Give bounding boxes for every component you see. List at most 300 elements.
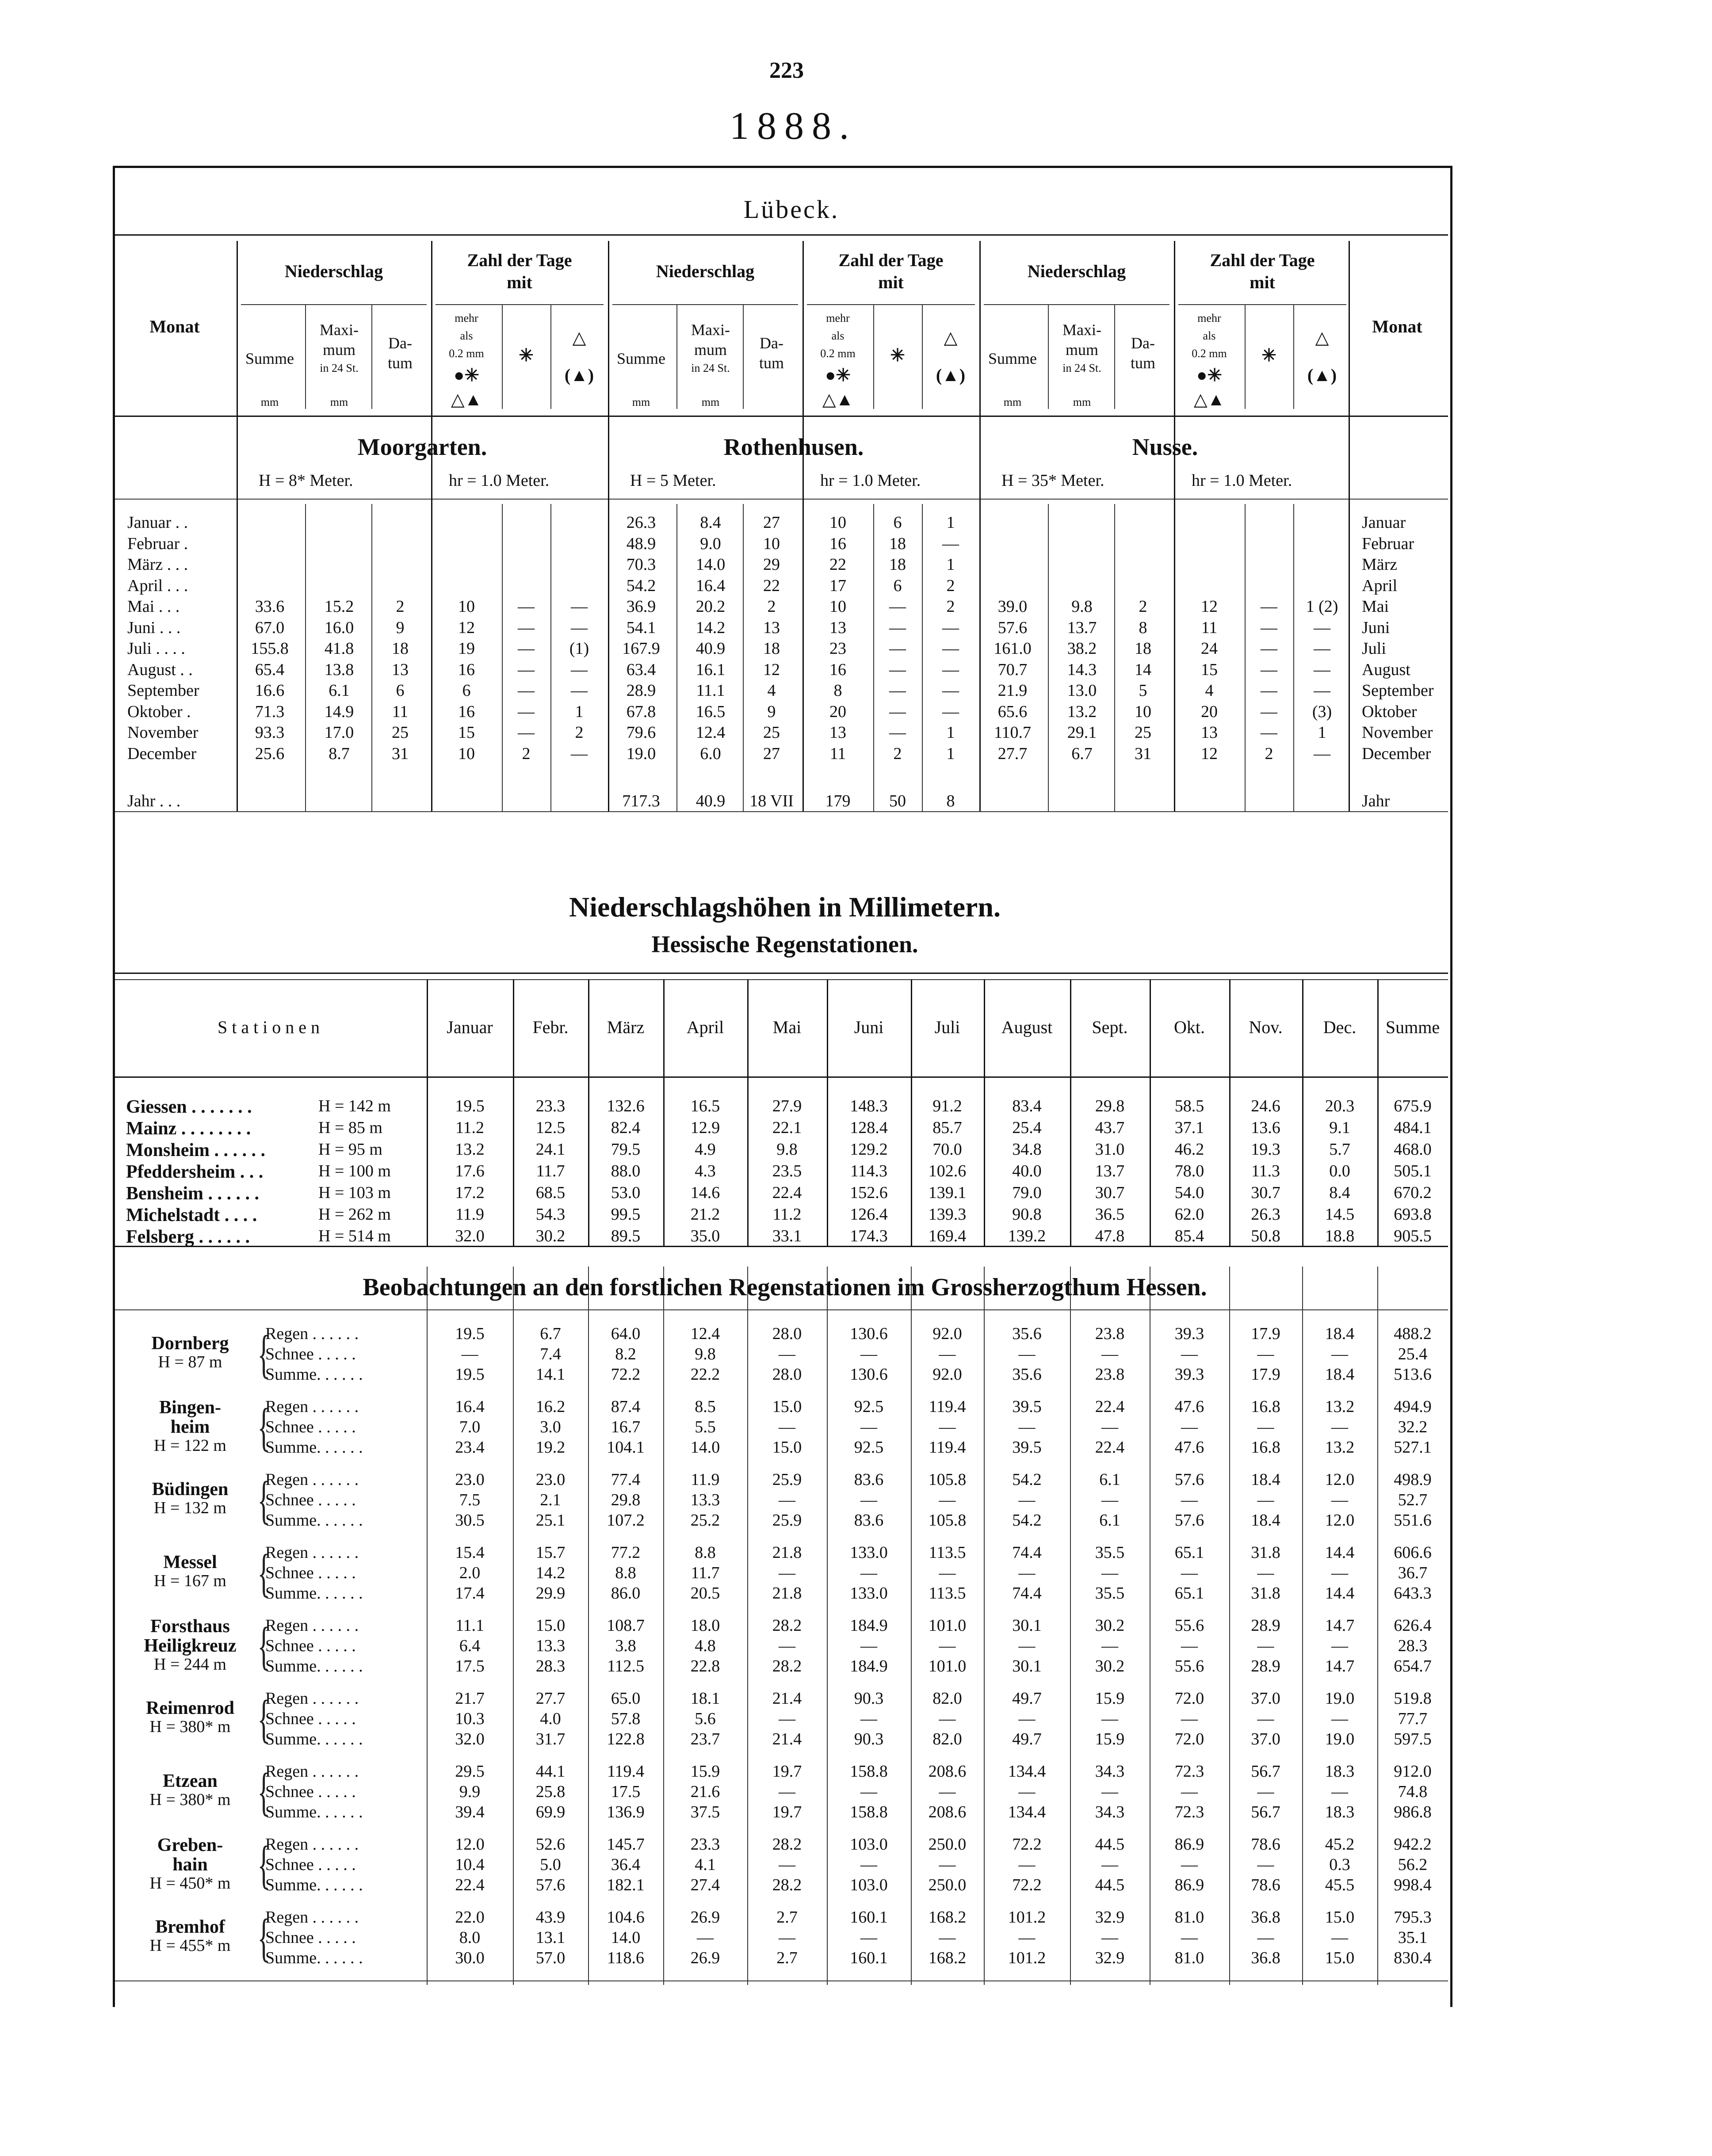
column-rule <box>911 979 912 1246</box>
data-column-rule <box>502 504 503 811</box>
data-cell: 22.4 <box>772 1183 802 1202</box>
month-label-right: April <box>1362 576 1398 595</box>
data-cell: — <box>1331 1710 1348 1728</box>
data-cell: 11.1 <box>455 1616 485 1635</box>
data-cell: 21.8 <box>772 1543 802 1562</box>
month-label-right: November <box>1362 723 1433 742</box>
month-label-right: März <box>1362 555 1398 574</box>
column-rule <box>827 979 828 1246</box>
data-cell: 34.3 <box>1095 1803 1125 1821</box>
data-cell: — <box>860 1564 877 1582</box>
row-type-label: Schnee . . . . . <box>265 1418 356 1436</box>
data-cell: 23 <box>829 639 846 658</box>
forst-station-name: H = 132 m <box>154 1499 226 1517</box>
data-cell: 12.9 <box>690 1118 720 1137</box>
data-cell: 0.3 <box>1329 1855 1350 1874</box>
data-cell: 179 <box>825 792 851 810</box>
data-cell: 19.5 <box>455 1324 485 1343</box>
column-rule <box>1070 1267 1071 1985</box>
sub-column-rule <box>743 305 744 409</box>
row-type-label: Schnee . . . . . <box>265 1928 356 1947</box>
data-cell: 54.2 <box>1012 1470 1042 1489</box>
data-cell: 18 <box>1135 639 1151 658</box>
data-cell: 27.7 <box>535 1689 566 1708</box>
data-cell: 50 <box>889 792 906 810</box>
maximum-header: Maxi- <box>1062 321 1101 339</box>
data-cell: 92.5 <box>854 1397 884 1416</box>
month-label-right: Mai <box>1362 597 1389 616</box>
column-header: Mai <box>772 1017 802 1037</box>
data-cell: 28.2 <box>772 1616 802 1635</box>
month-label: Juni . . . <box>127 618 181 637</box>
data-cell: 78.6 <box>1251 1876 1280 1894</box>
data-cell: 15.4 <box>455 1543 485 1562</box>
data-cell: — <box>939 1564 956 1582</box>
data-cell: — <box>939 1345 956 1363</box>
hail-outline-icon: △ <box>572 328 586 347</box>
data-cell: — <box>1181 1782 1198 1801</box>
mm-unit: mm <box>701 396 720 408</box>
row-type-label: Schnee . . . . . <box>265 1710 356 1728</box>
data-cell: 158.8 <box>850 1762 888 1781</box>
data-cell: 4.9 <box>695 1140 716 1159</box>
column-rule <box>1302 1267 1303 1985</box>
data-cell: 32.9 <box>1095 1908 1125 1927</box>
data-cell: 139.1 <box>928 1183 967 1202</box>
data-cell: 22.4 <box>455 1876 485 1894</box>
data-column-rule <box>371 504 372 811</box>
data-cell: 54.0 <box>1174 1183 1204 1202</box>
data-cell: 2 <box>575 723 584 742</box>
data-cell: 717.3 <box>622 792 660 810</box>
data-cell: 30.1 <box>1012 1657 1042 1675</box>
data-cell: — <box>518 681 535 700</box>
data-cell: 12.0 <box>1325 1470 1355 1489</box>
data-cell: 29 <box>763 555 780 574</box>
data-cell: — <box>860 1345 877 1363</box>
data-cell: 2 <box>946 597 955 616</box>
data-cell: 110.7 <box>994 723 1032 742</box>
data-cell: 9.0 <box>700 534 721 553</box>
sub-column-rule <box>873 305 874 409</box>
rain-snow-icon: ●✳ <box>454 365 479 385</box>
data-cell: 65.1 <box>1174 1584 1204 1603</box>
data-cell: 14 <box>1135 660 1151 679</box>
data-cell: 7.0 <box>459 1418 481 1436</box>
data-cell: — <box>1181 1418 1198 1436</box>
data-cell: 101.0 <box>928 1616 967 1635</box>
data-cell: 79.0 <box>1012 1183 1042 1202</box>
data-cell: 11 <box>1201 618 1218 637</box>
data-cell: 46.2 <box>1174 1140 1204 1159</box>
in24-label: in 24 St. <box>691 362 730 374</box>
monat-header-right: Monat <box>1372 317 1422 336</box>
data-cell: 23.7 <box>690 1730 720 1748</box>
forst-station-name: H = 244 m <box>154 1655 226 1674</box>
month-label: Februar . <box>127 534 188 553</box>
data-cell: 2.0 <box>459 1564 481 1582</box>
data-cell: 108.7 <box>607 1616 645 1635</box>
data-cell: — <box>1331 1564 1348 1582</box>
data-cell: 41.8 <box>324 639 354 658</box>
maximum-header: Maxi- <box>320 321 359 339</box>
data-cell: — <box>1101 1782 1118 1801</box>
data-cell: 72.2 <box>1012 1835 1042 1854</box>
forst-station-name: Forsthaus <box>150 1616 230 1637</box>
data-cell: 18.1 <box>690 1689 720 1708</box>
hail-outline-icon: △ <box>1315 328 1329 347</box>
mm02-label: 0.2 mm <box>449 347 484 360</box>
data-cell: 54.2 <box>1012 1511 1042 1530</box>
data-cell: 6.7 <box>1071 744 1093 763</box>
zahl-underline <box>1178 304 1346 305</box>
column-header: Febr. <box>532 1017 569 1037</box>
data-cell: — <box>939 1491 956 1509</box>
data-cell: 13.6 <box>1251 1118 1280 1137</box>
column-rule <box>1302 979 1303 1246</box>
data-cell: 17.5 <box>611 1782 641 1801</box>
data-cell: 52.6 <box>535 1835 566 1854</box>
data-cell: 27 <box>763 744 780 763</box>
column-rule <box>1377 979 1379 1246</box>
data-cell: 15.2 <box>324 597 354 616</box>
data-cell: 8.0 <box>459 1928 481 1947</box>
data-cell: 85.7 <box>932 1118 962 1137</box>
data-cell: 44.5 <box>1095 1835 1125 1854</box>
data-cell: 16.0 <box>324 618 354 637</box>
data-cell: 18 <box>392 639 409 658</box>
data-cell: 57.6 <box>997 618 1028 637</box>
column-header: Juli <box>934 1017 960 1037</box>
data-cell: — <box>1261 681 1277 700</box>
data-cell: 1 <box>946 555 955 574</box>
row-type-label: Schnee . . . . . <box>265 1345 356 1363</box>
data-cell: 18.4 <box>1325 1324 1355 1343</box>
data-cell: 18 <box>889 534 906 553</box>
data-cell: 65.0 <box>611 1689 641 1708</box>
snow-icon: ✳ <box>1261 345 1276 365</box>
data-column-rule <box>676 504 677 811</box>
month-label-right: December <box>1362 744 1431 763</box>
data-cell: 85.4 <box>1174 1227 1204 1245</box>
niederschlag-header: Niederschlag <box>656 261 755 281</box>
station-name: Nusse. <box>1132 434 1198 460</box>
hail-filled-icon: (▲) <box>564 365 594 385</box>
data-cell: 56.7 <box>1251 1803 1280 1821</box>
data-cell: 250.0 <box>928 1876 967 1894</box>
data-cell: — <box>1331 1928 1348 1947</box>
data-cell: — <box>1331 1418 1348 1436</box>
data-cell: 18 <box>763 639 780 658</box>
data-cell: — <box>860 1928 877 1947</box>
data-cell: 69.9 <box>535 1803 566 1821</box>
data-column-rule <box>1293 504 1294 811</box>
data-cell: 9 <box>767 702 776 721</box>
data-cell: 70.7 <box>997 660 1028 679</box>
data-cell: — <box>518 639 535 658</box>
data-cell: — <box>942 702 959 721</box>
data-cell: — <box>1261 702 1277 721</box>
data-cell: 10.4 <box>455 1855 485 1874</box>
data-cell: 68.5 <box>535 1183 566 1202</box>
summe-header: Summe <box>616 350 666 367</box>
data-cell: 15.0 <box>772 1397 802 1416</box>
data-cell: 498.9 <box>1394 1470 1432 1489</box>
column-rule <box>747 979 749 1246</box>
station-height: H = 142 m <box>318 1097 391 1115</box>
data-cell: 40.0 <box>1012 1162 1042 1180</box>
data-cell: 86.9 <box>1174 1876 1204 1894</box>
zahl-tage-header: Zahl der Tage <box>467 250 572 270</box>
data-cell: 11 <box>392 702 409 721</box>
data-cell: — <box>518 597 535 616</box>
data-cell: 18 VII <box>749 792 794 810</box>
column-rule <box>663 1267 664 1985</box>
data-column-rule <box>1245 504 1246 811</box>
data-cell: — <box>889 723 906 742</box>
data-cell: 184.9 <box>850 1616 888 1635</box>
data-cell: 168.2 <box>928 1949 967 1967</box>
data-cell: 14.0 <box>696 555 726 574</box>
data-cell: 26.3 <box>1251 1205 1280 1224</box>
data-column-rule <box>1114 504 1115 811</box>
data-cell: 33.6 <box>255 597 285 616</box>
data-cell: — <box>779 1345 795 1363</box>
maximum-header-2: mum <box>322 341 356 359</box>
station-height: H = 262 m <box>318 1205 391 1224</box>
forst-station-name: H = 122 m <box>154 1436 226 1455</box>
row-type-label: Summe. . . . . . <box>265 1511 363 1530</box>
data-cell: — <box>942 618 959 637</box>
data-cell: 53.0 <box>611 1183 641 1202</box>
data-cell: 17.9 <box>1251 1365 1280 1384</box>
data-cell: 54.3 <box>535 1205 566 1224</box>
data-cell: 37.0 <box>1251 1689 1280 1708</box>
data-cell: — <box>939 1418 956 1436</box>
data-cell: 468.0 <box>1394 1140 1432 1159</box>
data-cell: 39.4 <box>455 1803 485 1821</box>
data-cell: 55.6 <box>1174 1616 1204 1635</box>
data-cell: 16.5 <box>696 702 726 721</box>
data-cell: 136.9 <box>607 1803 645 1821</box>
rain-snow-icon: ●✳ <box>825 365 851 385</box>
data-cell: — <box>860 1710 877 1728</box>
data-cell: 10 <box>1135 702 1151 721</box>
data-cell: 2.1 <box>540 1491 561 1509</box>
data-cell: 21.7 <box>455 1689 485 1708</box>
data-cell: 39.5 <box>1012 1397 1042 1416</box>
niederschlag-header: Niederschlag <box>1027 261 1126 281</box>
row-type-label: Regen . . . . . . <box>265 1908 359 1927</box>
data-cell: 86.0 <box>611 1584 641 1603</box>
data-cell: 26.9 <box>690 1949 720 1967</box>
data-cell: 14.6 <box>690 1183 720 1202</box>
data-cell: 13 <box>763 618 780 637</box>
data-cell: — <box>889 618 906 637</box>
data-cell: 19 <box>458 639 475 658</box>
data-cell: 22.4 <box>1095 1438 1125 1457</box>
row-type-label: Summe. . . . . . <box>265 1876 363 1894</box>
forst-station-name: H = 380* m <box>149 1790 231 1809</box>
data-cell: 25 <box>1135 723 1151 742</box>
data-cell: 25.6 <box>255 744 285 763</box>
sub-column-rule <box>1293 305 1294 409</box>
row-type-label: Regen . . . . . . <box>265 1543 359 1562</box>
data-cell: 4.1 <box>695 1855 716 1874</box>
year-total-label: Jahr . . . <box>127 792 181 810</box>
data-cell: 8 <box>1139 618 1147 637</box>
data-cell: 38.2 <box>1067 639 1097 658</box>
data-cell: — <box>518 660 535 679</box>
data-cell: 19.7 <box>772 1803 802 1821</box>
data-cell: 551.6 <box>1394 1511 1432 1530</box>
column-header: Juni <box>854 1017 884 1037</box>
column-rule <box>827 1267 828 1985</box>
forst-bottom-line <box>115 1980 1448 1981</box>
column-rule <box>427 979 428 1246</box>
data-cell: 119.4 <box>607 1762 645 1781</box>
data-cell: 65.6 <box>997 702 1028 721</box>
data-cell: 942.2 <box>1394 1835 1432 1854</box>
data-cell: 67.8 <box>626 702 656 721</box>
data-cell: 29.5 <box>455 1762 485 1781</box>
data-cell: 21.6 <box>690 1782 720 1801</box>
data-cell: 90.3 <box>854 1689 884 1708</box>
data-cell: 6.1 <box>1099 1511 1120 1530</box>
data-cell: 14.3 <box>1067 660 1097 679</box>
data-cell: 161.0 <box>994 639 1032 658</box>
mit-header: mit <box>1250 272 1275 292</box>
sub-column-rule <box>922 305 923 409</box>
column-rule <box>984 1267 985 1985</box>
sub-column-rule <box>550 305 551 409</box>
data-cell: 36.7 <box>1398 1564 1428 1582</box>
data-cell: — <box>860 1637 877 1655</box>
data-cell: 28.9 <box>626 681 656 700</box>
snow-icon: ✳ <box>519 345 534 365</box>
data-cell: — <box>942 660 959 679</box>
data-cell: 31.0 <box>1095 1140 1125 1159</box>
data-cell: — <box>889 702 906 721</box>
data-cell: 57.8 <box>611 1710 641 1728</box>
data-cell: 18.4 <box>1251 1470 1280 1489</box>
month-label: Mai . . . <box>127 597 180 616</box>
station-height: H = 5 Meter. <box>630 471 716 490</box>
data-cell: 18.0 <box>690 1616 720 1635</box>
data-cell: 6.1 <box>329 681 350 700</box>
row-type-label: Schnee . . . . . <box>265 1782 356 1801</box>
data-cell: 113.5 <box>929 1543 966 1562</box>
data-cell: 89.5 <box>611 1227 641 1245</box>
data-cell: — <box>1101 1418 1118 1436</box>
mm-unit: mm <box>330 396 348 408</box>
data-cell: 160.1 <box>850 1908 888 1927</box>
data-cell: 23.4 <box>455 1438 485 1457</box>
data-cell: 14.2 <box>696 618 726 637</box>
data-cell: 130.6 <box>850 1365 888 1384</box>
data-cell: 25.9 <box>772 1470 802 1489</box>
data-cell: 31.8 <box>1251 1584 1280 1603</box>
data-cell: 79.6 <box>626 723 656 742</box>
data-cell: 5.6 <box>695 1710 716 1728</box>
row-type-label: Summe. . . . . . <box>265 1803 363 1821</box>
data-cell: 21.9 <box>997 681 1028 700</box>
data-cell: 18 <box>889 555 906 574</box>
data-cell: — <box>942 639 959 658</box>
summe-header: Summe <box>245 350 294 367</box>
data-cell: — <box>1101 1855 1118 1874</box>
hessen-top-line-2 <box>115 979 1448 980</box>
data-cell: 513.6 <box>1394 1365 1432 1384</box>
data-cell: 77.4 <box>611 1470 641 1489</box>
data-cell: 28.2 <box>772 1835 802 1854</box>
data-cell: — <box>779 1855 795 1874</box>
niederschlag-underline <box>241 304 427 305</box>
data-cell: 18.3 <box>1325 1762 1355 1781</box>
data-cell: 16.8 <box>1251 1397 1280 1416</box>
data-cell: 17.2 <box>455 1183 485 1202</box>
data-cell: 23.3 <box>690 1835 720 1854</box>
data-cell: 167.9 <box>622 639 660 658</box>
data-cell: 8.7 <box>329 744 350 763</box>
data-cell: 92.0 <box>932 1365 962 1384</box>
column-rule <box>984 979 985 1246</box>
data-cell: 43.7 <box>1095 1118 1125 1137</box>
data-cell: — <box>1018 1928 1036 1947</box>
data-cell: — <box>942 681 959 700</box>
data-cell: 128.4 <box>850 1118 888 1137</box>
forst-station-name: heim <box>170 1417 210 1437</box>
data-cell: 37.1 <box>1174 1118 1204 1137</box>
data-cell: — <box>942 534 959 553</box>
mit-header: mit <box>878 272 904 292</box>
data-cell: — <box>571 597 588 616</box>
forst-station-name: hain <box>172 1855 208 1875</box>
data-cell: — <box>1331 1637 1348 1655</box>
data-cell: 93.3 <box>255 723 285 742</box>
data-cell: 23.3 <box>535 1097 566 1115</box>
data-cell: 11 <box>829 744 846 763</box>
column-header: August <box>1001 1017 1053 1037</box>
data-cell: 11.9 <box>455 1205 485 1224</box>
data-column-rule <box>743 504 744 811</box>
data-cell: 8 <box>833 681 842 700</box>
data-cell: 20 <box>1201 702 1218 721</box>
data-cell: 32.0 <box>455 1730 485 1748</box>
data-cell: 83.4 <box>1012 1097 1042 1115</box>
data-cell: 14.5 <box>1325 1205 1355 1224</box>
station-hr: hr = 1.0 Meter. <box>1192 471 1292 490</box>
forst-title: Beobachtungen an den forstlichen Regenstationen im Grossherzogthum Hessen. <box>363 1274 1207 1301</box>
forst-station-name: Büdingen <box>152 1479 229 1500</box>
month-label: Januar . . <box>127 513 188 532</box>
data-cell: 33.1 <box>772 1227 802 1245</box>
data-cell: 12.4 <box>690 1324 720 1343</box>
data-cell: 30.2 <box>535 1227 566 1245</box>
data-cell: 129.2 <box>850 1140 888 1159</box>
column-header: Januar <box>447 1017 493 1037</box>
hessen-title: Niederschlagshöhen in Millimetern. <box>569 891 1001 923</box>
data-cell: 28.0 <box>772 1324 802 1343</box>
data-cell: — <box>1314 744 1330 763</box>
data-cell: 8.4 <box>700 513 721 532</box>
data-cell: 5.5 <box>695 1418 716 1436</box>
column-header: Okt. <box>1174 1017 1205 1037</box>
data-cell: 6.7 <box>540 1324 561 1343</box>
data-cell: 1 <box>946 723 955 742</box>
data-cell: 912.0 <box>1394 1762 1432 1781</box>
data-cell: 43.9 <box>535 1908 566 1927</box>
